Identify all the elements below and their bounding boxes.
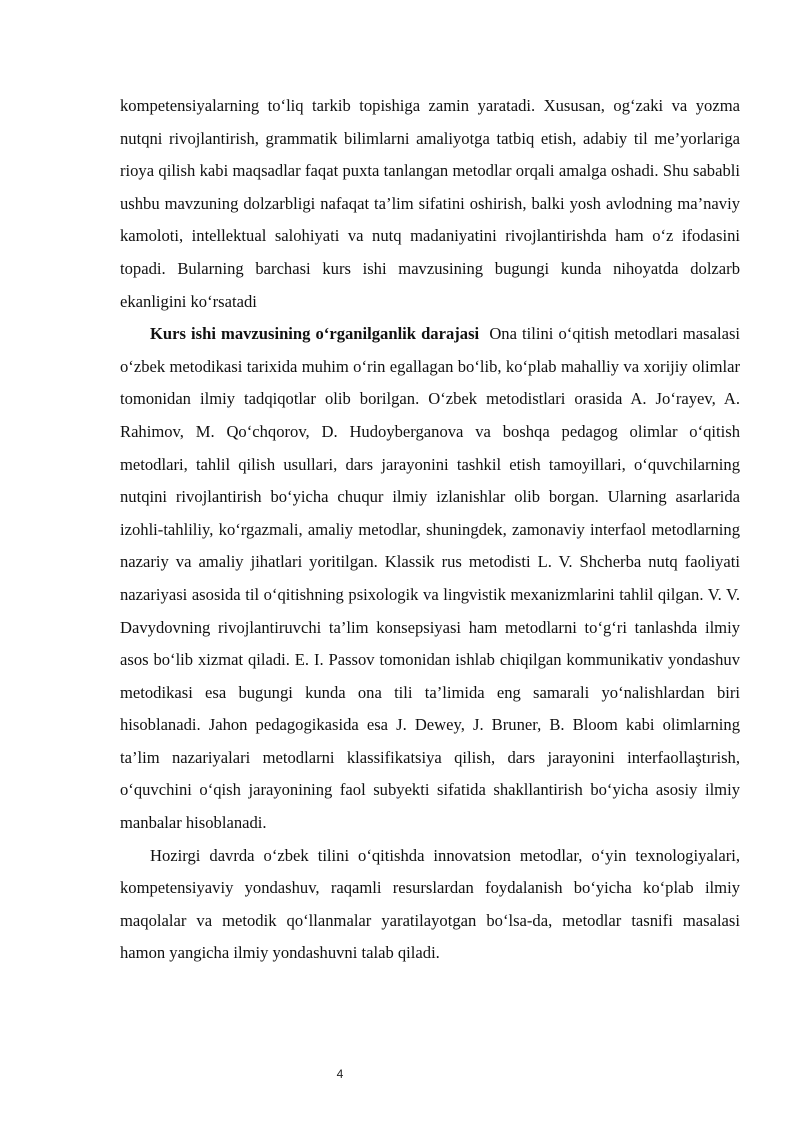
page-number: 4 <box>336 1067 344 1081</box>
paragraph-research-level <box>120 318 740 840</box>
paragraph-research-level-body: Ona tilini o‘qitish metodlari masalasi o‘zbek metodikasi tarixida muhim o‘rin egallagan bo‘lib, ko‘plab mahalliy va xorijiy olimlar tomonidan ilmiy tadqiqotlar olib borilgan. O‘zbek metodistlari orasida A. Jo‘rayev, A. Rahimov, M. Qo‘chqorov, D. Hudoyberganova va boshqa pedagog olimlar o‘qitish metodlari, tahlil qilish usullari, dars jarayonini tashkil etish tamoyillari, o‘quvchilarning nutqini rivojlantirish bo‘yicha chuqur ilmiy izlanishlar olib borgan. Ularning asarlarida izohli-tahliliy, ko‘rgazmali, amaliy metodlar, shuningdek, zamonaviy interfaol metodlarning nazariy va amaliy jihatlari yoritilgan. Klassik rus metodisti L. V. Shcherba nutq faoliyati nazariyasi asosida til o‘qitishning psixologik va lingvistik mexanizmlarini tahlil qilgan. V. V. Davydovning rivojlantiruvchi ta’lim konsepsiyasi ham metodlarni to‘g‘ri tanlashda ilmiy asos bo‘lib xizmat qiladi. E. I. Passov tomonidan ishlab chiqilgan kommunikativ yondashuv metodikasi esa bugungi kunda ona tili ta’limida eng samarali yo‘nalishlardan biri hisoblanadi. Jahon pedagogikasida esa J. Dewey, J. Bruner, B. Bloom kabi olimlarning ta’lim nazariyalari metodlarni klassifikatsiya qilish, dars jarayonini interfaollaştırish, o‘quvchini o‘qish jarayonining faol subyekti sifatida shakllantirish bo‘yicha asosiy ilmiy manbalar hisoblanadi. <box>120 324 741 833</box>
paragraph-current-period: Hozirgi davrda o‘zbek tilini o‘qitishda innovatsion metodlar, o‘yin texnologiyalari, kompetensiyaviy yondashuv, raqamli resurslardan foydalanish bo‘yicha ko‘plab ilmiy maqolalar va metodik qo‘llanmalar yaratilayotgan bo‘lsa-da, metodlar tasnifi masalasi hamon yangicha ilmiy yondashuvni talab qiladi. <box>120 845 740 963</box>
document-page <box>120 90 740 970</box>
section-heading-research-level: Kurs ishi mavzusining o‘rganilganlik darajasi <box>150 324 480 344</box>
paragraph-intro-continuation: kompetensiyalarning to‘liq tarkib topishiga zamin yaratadi. Xususan, og‘zaki va yozma nutqni rivojlantirish, grammatik bilimlarni amaliyotga tatbiq etish, adabiy til me’yorlariga rioya qilish kabi maqsadlar faqat puxta tanlangan metodlar orqali amalga oshadi. Shu sababli ushbu mavzuning dolzarbligi nafaqat ta’lim sifatini oshirish, balki yosh avlodning ma’naviy kamoloti, intellektual salohiyati va nutq madaniyatini rivojlantirishda ham o‘z ifodasini topadi. Bularning barchasi kurs ishi mavzusining bugungi kunda nihoyatda dolzarb ekanligini ko‘rsatadi <box>120 96 740 311</box>
